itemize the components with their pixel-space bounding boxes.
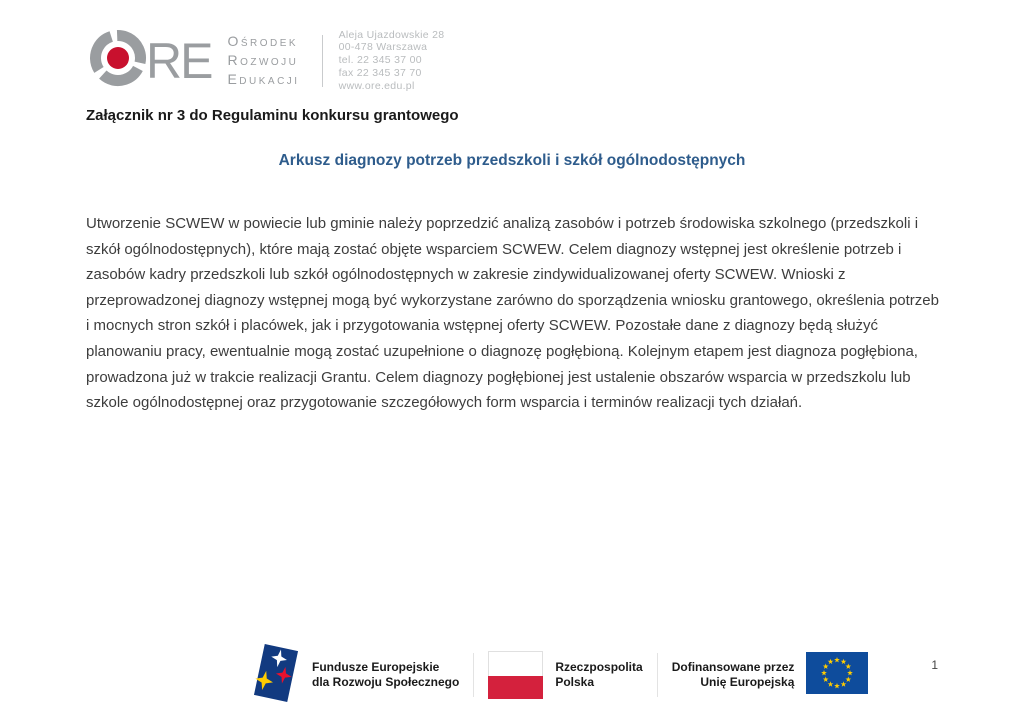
- address-line: Aleja Ujazdowskie 28: [338, 28, 445, 41]
- footer-logos: [250, 645, 868, 705]
- cofunded-label: [672, 660, 795, 690]
- address-line: 00-478 Warszawa: [338, 41, 428, 54]
- ore-brand-letters: RE: [146, 32, 212, 89]
- body-paragraph: Utworzenie SCWEW w powiecie lub gminie należy poprzedzić analizą zasobów i potrzeb środowiska szkolnego (przedszkoli i szkół ogólnodostępnych), które mają zostać objęte wsparciem SCWEW. Celem diagnozy wstępnej jest określenie potrzeb i zasobów kadry przedszkoli lub szkół ogólnodostępnych w zakresie zindywidualizowanej oferty SCWEW. Wnioski z przeprowadzonej diagnozy wstępnej mogą być wykorzystane zarówno do sporządzenia wniosku grantowego, określenia potrzeb i mocnych stron szkół i placówek, jak i przygotowania wstępnej oferty SCWEW. Pozostałe dane z diagnozy będą służyć planowaniu pracy, ewentualnie mogą zostać uzupełnione o diagnozę pogłębioną. Kolejnym etapem jest diagnoza pogłębiona, prowadzona już w trakcie realizacji Grantu. Celem diagnozy pogłębionej jest ustalenie obszarów wsparcia w przedszkolu lub szkole ogólnodostępnej oraz przygotowanie szczegółowych form wsparcia i terminów realizacji tych działań.: [86, 215, 939, 412]
- ore-org-name: [227, 32, 299, 89]
- org-name-line: Ośrodek: [227, 33, 299, 49]
- eu-funds-label-line: Fundusze Europejskie: [312, 660, 440, 674]
- eu-funds-label-line: dla Rozwoju Społecznego: [312, 675, 460, 689]
- eu-flag-icon: [806, 652, 868, 699]
- cofunded-label-line: Dofinansowane przez: [671, 660, 795, 674]
- poland-label: [555, 660, 642, 690]
- page-number: 1: [931, 658, 938, 672]
- eu-funds-label: [312, 660, 459, 690]
- ore-ring-icon: [88, 28, 148, 93]
- address-line: tel. 22 345 37 00: [338, 54, 422, 67]
- address-line: www.ore.edu.pl: [338, 79, 415, 92]
- poland-label-line: Polska: [555, 675, 595, 689]
- footer-divider: [473, 653, 474, 697]
- ore-logo-mark: [88, 28, 211, 93]
- address-line: fax 22 345 37 70: [338, 66, 422, 79]
- poland-flag-icon: [488, 651, 543, 699]
- logo-divider: [322, 35, 323, 87]
- cofunded-label-line: Unię Europejską: [700, 675, 795, 689]
- org-name-line: Rozwoju: [227, 52, 299, 68]
- org-name-line: Edukacji: [227, 71, 300, 87]
- ore-address-block: [339, 29, 445, 93]
- footer-divider: [657, 653, 658, 697]
- ore-logo: [88, 28, 444, 93]
- poland-label-line: Rzeczpospolita: [555, 660, 643, 674]
- attachment-heading: Załącznik nr 3 do Regulaminu konkursu grantowego: [86, 107, 459, 124]
- eu-funds-flag-icon: [250, 643, 302, 708]
- page-title: Arkusz diagnozy potrzeb przedszkoli i szkół ogólnodostępnych: [278, 152, 746, 169]
